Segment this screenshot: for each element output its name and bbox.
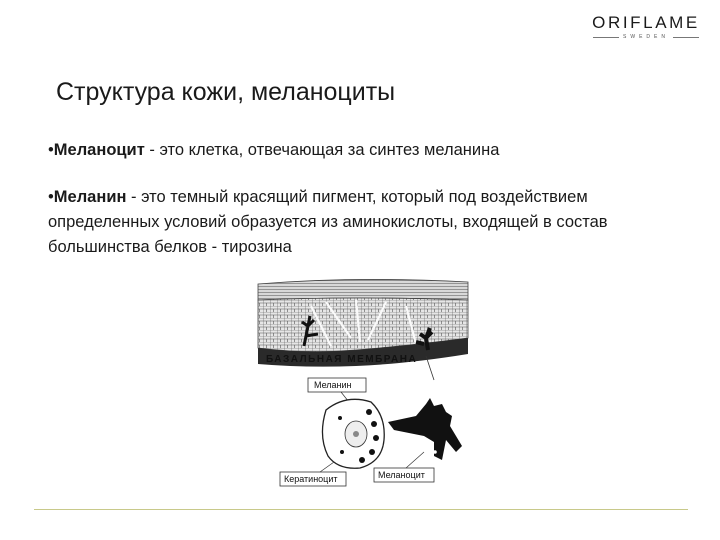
logo-divider-right [673, 37, 699, 38]
logo-divider-left [593, 37, 619, 38]
logo-subtitle: SWEDEN [623, 34, 669, 40]
footer-divider [34, 509, 688, 510]
keratinocyte-pointer [320, 462, 334, 472]
slide-title: Структура кожи, меланоциты [56, 78, 396, 106]
melanocyte-label: Меланоцит [378, 470, 425, 480]
keratinocyte-label: Кератиноцит [284, 474, 338, 484]
bullet-melanin: •Меланин - это темный красящий пигмент, который под воздействием определенных условий образуется из аминокислоты, входящей в состав большинства белков - тирозина [48, 188, 608, 256]
basal-membrane-label: БАЗАЛЬНАЯ МЕМБРАНА [266, 354, 418, 365]
skin-structure-illustration [256, 276, 471, 496]
melanin-label: Меланин [314, 380, 352, 390]
keratinocyte-cell [322, 399, 384, 468]
bullet-melanin-text: - это темный красящий пигмент, который под воздействием определенных условий образуется из аминокислоты, входящей в состав большинства белков - тирозина [48, 188, 608, 256]
logo-brand: ORIFLAME [592, 13, 700, 32]
bullet-melanocyte-text: - это клетка, отвечающая за синтез меланина [144, 141, 500, 159]
bullet-melanin-term: Меланин [53, 188, 127, 206]
logo-subtitle-row [590, 34, 702, 40]
melanocyte-large [388, 398, 462, 460]
oriflame-logo [590, 14, 702, 40]
melanocyte-nucleus-dot [433, 450, 437, 454]
bullet-melanocyte-term: Меланоцит [53, 141, 145, 159]
melanocyte-pointer [406, 452, 424, 468]
bullet-melanocyte: •Меланоцит - это клетка, отвечающая за синтез меланина [48, 141, 500, 159]
zoom-pointer [426, 356, 434, 380]
